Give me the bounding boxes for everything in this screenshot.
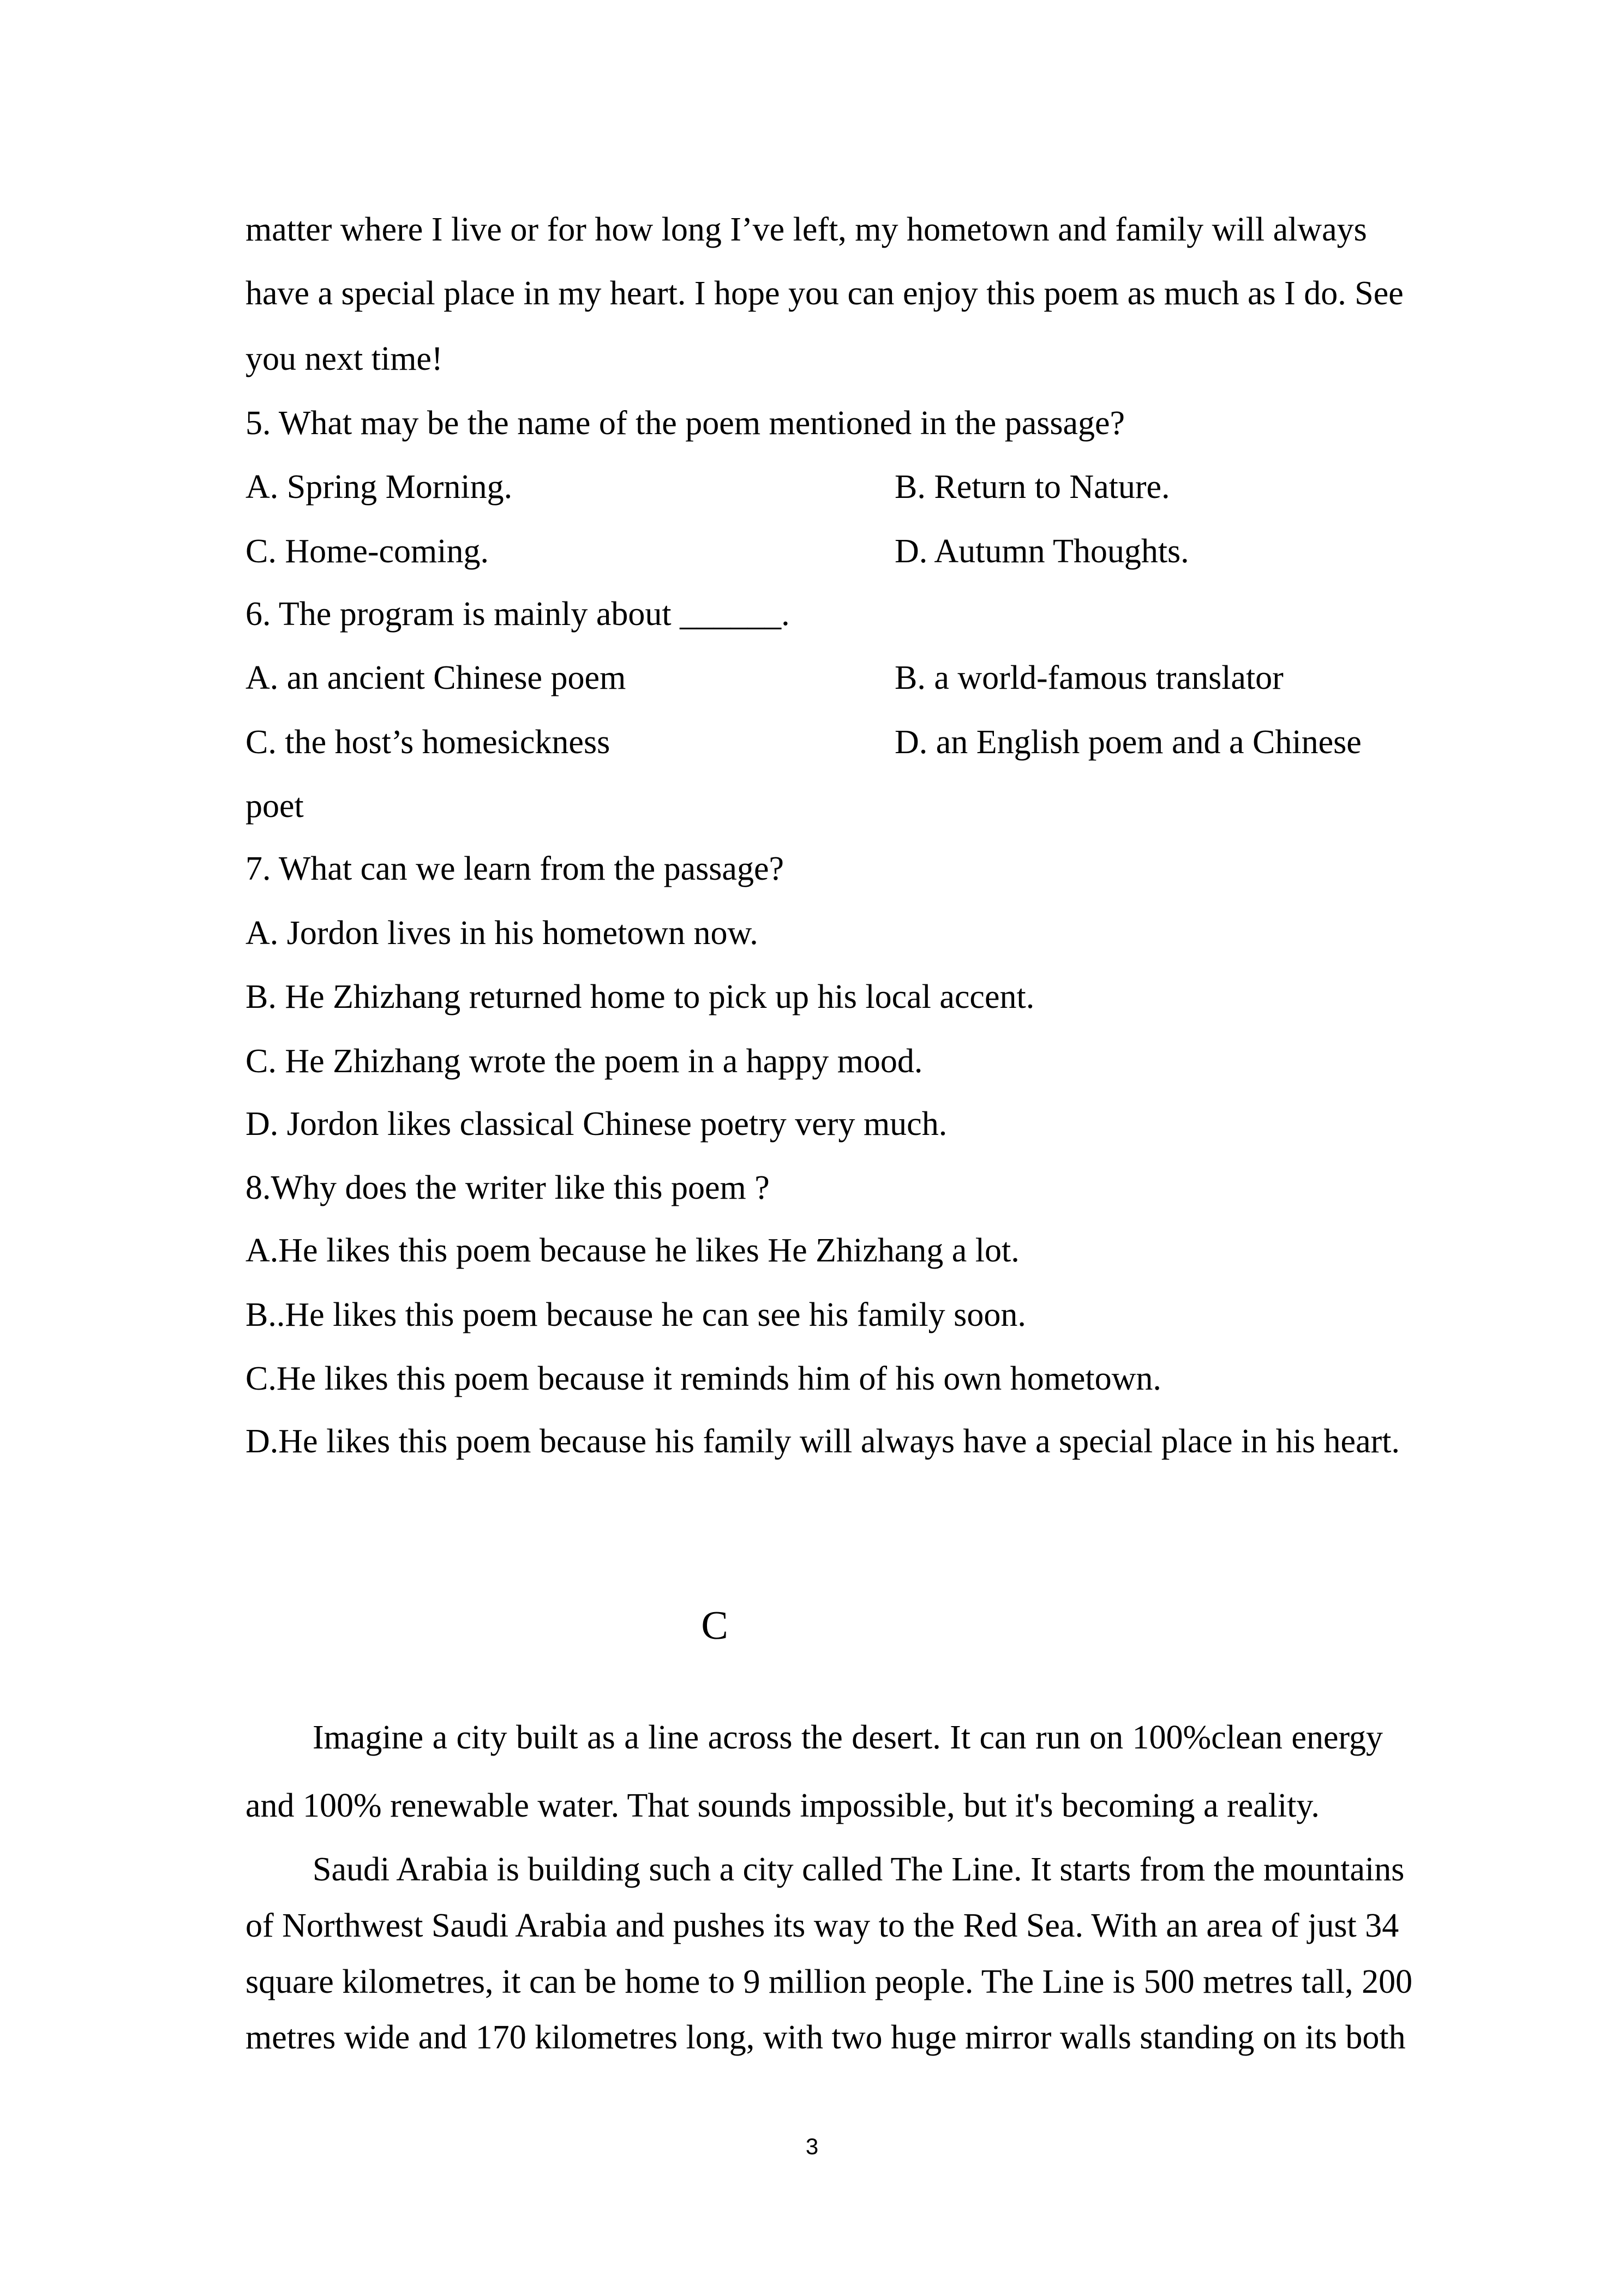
question-6-options-row-1	[245, 659, 1383, 698]
question-7-option-a: A. Jordon lives in his hometown now.	[245, 915, 758, 952]
question-7-stem: 7. What can we learn from the passage?	[245, 850, 784, 887]
question-5-option-c: C. Home-coming.	[245, 533, 489, 570]
question-5-options-row-2	[245, 532, 1383, 571]
question-5-option-b: B. Return to Nature.	[895, 468, 1170, 506]
question-8-stem: 8.Why does the writer like this poem ?	[245, 1169, 770, 1206]
question-8-option-b: B..He likes this poem because he can see his family soon.	[245, 1296, 1026, 1333]
question-5-options-row-1	[245, 468, 1383, 507]
question-5-stem: 5. What may be the name of the poem mentioned in the passage?	[245, 405, 1125, 442]
question-6-option-d-wrap: poet	[245, 788, 304, 825]
passage-c-line-1: Imagine a city built as a line across the desert. It can run on 100%clean energy	[313, 1719, 1383, 1756]
passage-b-line-1: matter where I live or for how long I’ve left, my hometown and family will always	[245, 211, 1367, 248]
question-7-option-b: B. He Zhizhang returned home to pick up his local accent.	[245, 978, 1035, 1015]
question-6-options-row-2	[245, 723, 1383, 762]
question-7-option-c: C. He Zhizhang wrote the poem in a happy mood.	[245, 1043, 923, 1080]
question-5-option-d: D. Autumn Thoughts.	[895, 533, 1189, 570]
question-6-option-b: B. a world-famous translator	[895, 659, 1284, 696]
passage-c-line-3: Saudi Arabia is building such a city called The Line. It starts from the mountains	[313, 1851, 1405, 1888]
question-6-option-d: D. an English poem and a Chinese	[895, 724, 1362, 761]
passage-b-line-2: have a special place in my heart. I hope you can enjoy this poem as much as I do. See	[245, 275, 1404, 312]
question-8-option-c: C.He likes this poem because it reminds him of his own hometown.	[245, 1360, 1161, 1397]
passage-c-line-6: metres wide and 170 kilometres long, with two huge mirror walls standing on its both	[245, 2019, 1406, 2056]
question-8-option-d: D.He likes this poem because his family will always have a special place in his heart.	[245, 1423, 1400, 1460]
page-number: 3	[805, 2133, 819, 2159]
question-8-option-a: A.He likes this poem because he likes He Zhizhang a lot.	[245, 1232, 1020, 1269]
question-6-option-a: A. an ancient Chinese poem	[245, 659, 626, 696]
question-6-stem: 6. The program is mainly about ______.	[245, 596, 790, 633]
passage-c-line-4: of Northwest Saudi Arabia and pushes its way to the Red Sea. With an area of just 34	[245, 1907, 1399, 1944]
question-5-option-a: A. Spring Morning.	[245, 468, 513, 506]
passage-c-line-5: square kilometres, it can be home to 9 million people. The Line is 500 metres tall, 200	[245, 1963, 1413, 2000]
section-c-heading: C	[701, 1603, 728, 1648]
passage-b-line-3: you next time!	[245, 340, 443, 377]
question-7-option-d: D. Jordon likes classical Chinese poetry very much.	[245, 1105, 948, 1143]
question-6-option-c: C. the host’s homesickness	[245, 724, 610, 761]
passage-c-line-2: and 100% renewable water. That sounds impossible, but it's becoming a reality.	[245, 1787, 1320, 1824]
